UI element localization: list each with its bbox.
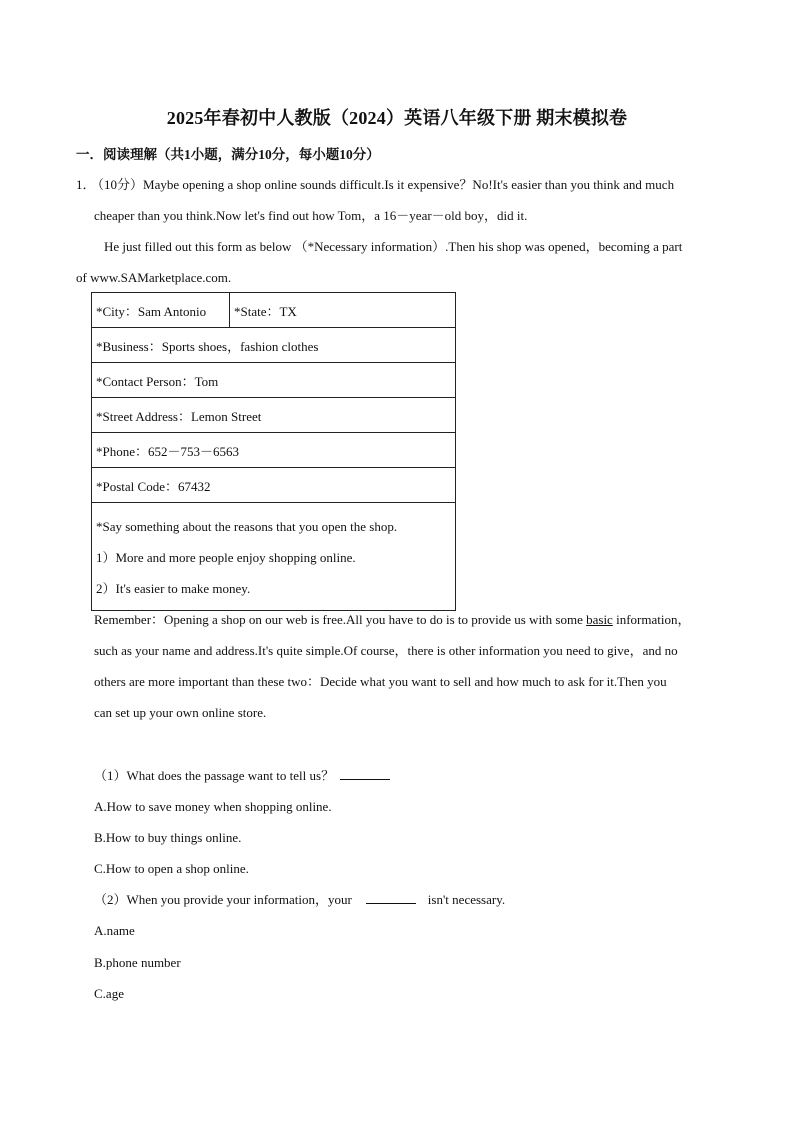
question-score: （10分） bbox=[97, 177, 144, 192]
form-cell-reasons bbox=[92, 503, 456, 611]
question-1-intro-line-2: cheaper than you think.Now let's find out how Tom，a 16－year－old boy，did it. bbox=[94, 208, 528, 223]
shop-form-table bbox=[91, 292, 456, 611]
remember-text-pre: Remember：Opening a shop on our web is free.All you have to do is to provide us with some bbox=[94, 612, 587, 627]
reason-2: 2）It's easier to make money. bbox=[96, 581, 251, 596]
reason-1: 1）More and more people enjoy shopping online. bbox=[96, 550, 356, 565]
form-row-reasons bbox=[92, 503, 456, 611]
remember-line-4: can set up your own online store. bbox=[94, 705, 267, 720]
sub-question-1-option-b: B.How to buy things online. bbox=[94, 830, 242, 845]
question-1-para2-line-2: of www.SAMarketplace.com. bbox=[76, 270, 232, 285]
question-1-para2-line-1: He just filled out this form as below （*Necessary information）.Then his shop was opened，becoming a part bbox=[104, 239, 683, 254]
form-cell-postal: *Postal Code：67432 bbox=[92, 468, 456, 503]
form-row-business bbox=[92, 328, 456, 363]
remember-text-post: information， bbox=[612, 612, 691, 627]
remember-line-1 bbox=[94, 611, 690, 629]
form-cell-state: *State：TX bbox=[230, 293, 456, 328]
sub-question-2-option-b: B.phone number bbox=[94, 955, 181, 970]
intro-text: Maybe opening a shop online sounds difficult.Is it expensive？No!It's easier than you think and much bbox=[143, 177, 675, 192]
question-1-intro-line-1 bbox=[76, 176, 674, 194]
reasons-prompt: *Say something about the reasons that you open the shop. bbox=[96, 519, 398, 534]
sub-question-1-stem bbox=[94, 767, 396, 785]
sub-question-1-option-a: A.How to save money when shopping online. bbox=[94, 799, 332, 814]
form-row-phone bbox=[92, 433, 456, 468]
answer-blank[interactable] bbox=[340, 767, 390, 780]
form-row-street bbox=[92, 398, 456, 433]
form-cell-street: *Street Address：Lemon Street bbox=[92, 398, 456, 433]
question-number: 1． bbox=[76, 177, 96, 192]
sub-question-2-text-post: isn't necessary. bbox=[427, 892, 506, 907]
form-row-location bbox=[92, 293, 456, 328]
underlined-word: basic bbox=[586, 612, 613, 627]
sub-question-2-text-pre: （2）When you provide your information，your bbox=[94, 892, 352, 907]
form-cell-business: *Business：Sports shoes，fashion clothes bbox=[92, 328, 456, 363]
sub-question-2-stem bbox=[94, 891, 505, 909]
form-row-contact bbox=[92, 363, 456, 398]
form-cell-phone: *Phone：652－753－6563 bbox=[92, 433, 456, 468]
answer-blank[interactable] bbox=[366, 891, 416, 904]
sub-question-1-option-c: C.How to open a shop online. bbox=[94, 861, 249, 876]
form-cell-contact: *Contact Person：Tom bbox=[92, 363, 456, 398]
form-row-postal bbox=[92, 468, 456, 503]
form-cell-city: *City：Sam Antonio bbox=[92, 293, 230, 328]
document-title: 2025年春初中人教版（2024）英语八年级下册 期末模拟卷 bbox=[166, 108, 628, 128]
sub-question-1-text: （1）What does the passage want to tell us？ bbox=[94, 768, 335, 783]
remember-line-2: such as your name and address.It's quite simple.Of course，there is other information you need to give，and no bbox=[94, 643, 678, 658]
remember-line-3: others are more important than these two：Decide what you want to sell and how much to ask for it.Then you bbox=[94, 674, 667, 689]
section-heading: 一．阅读理解（共1小题，满分10分，每小题10分） bbox=[76, 147, 380, 162]
sub-question-2-option-a: A.name bbox=[94, 923, 135, 938]
sub-question-2-option-c: C.age bbox=[94, 986, 124, 1001]
